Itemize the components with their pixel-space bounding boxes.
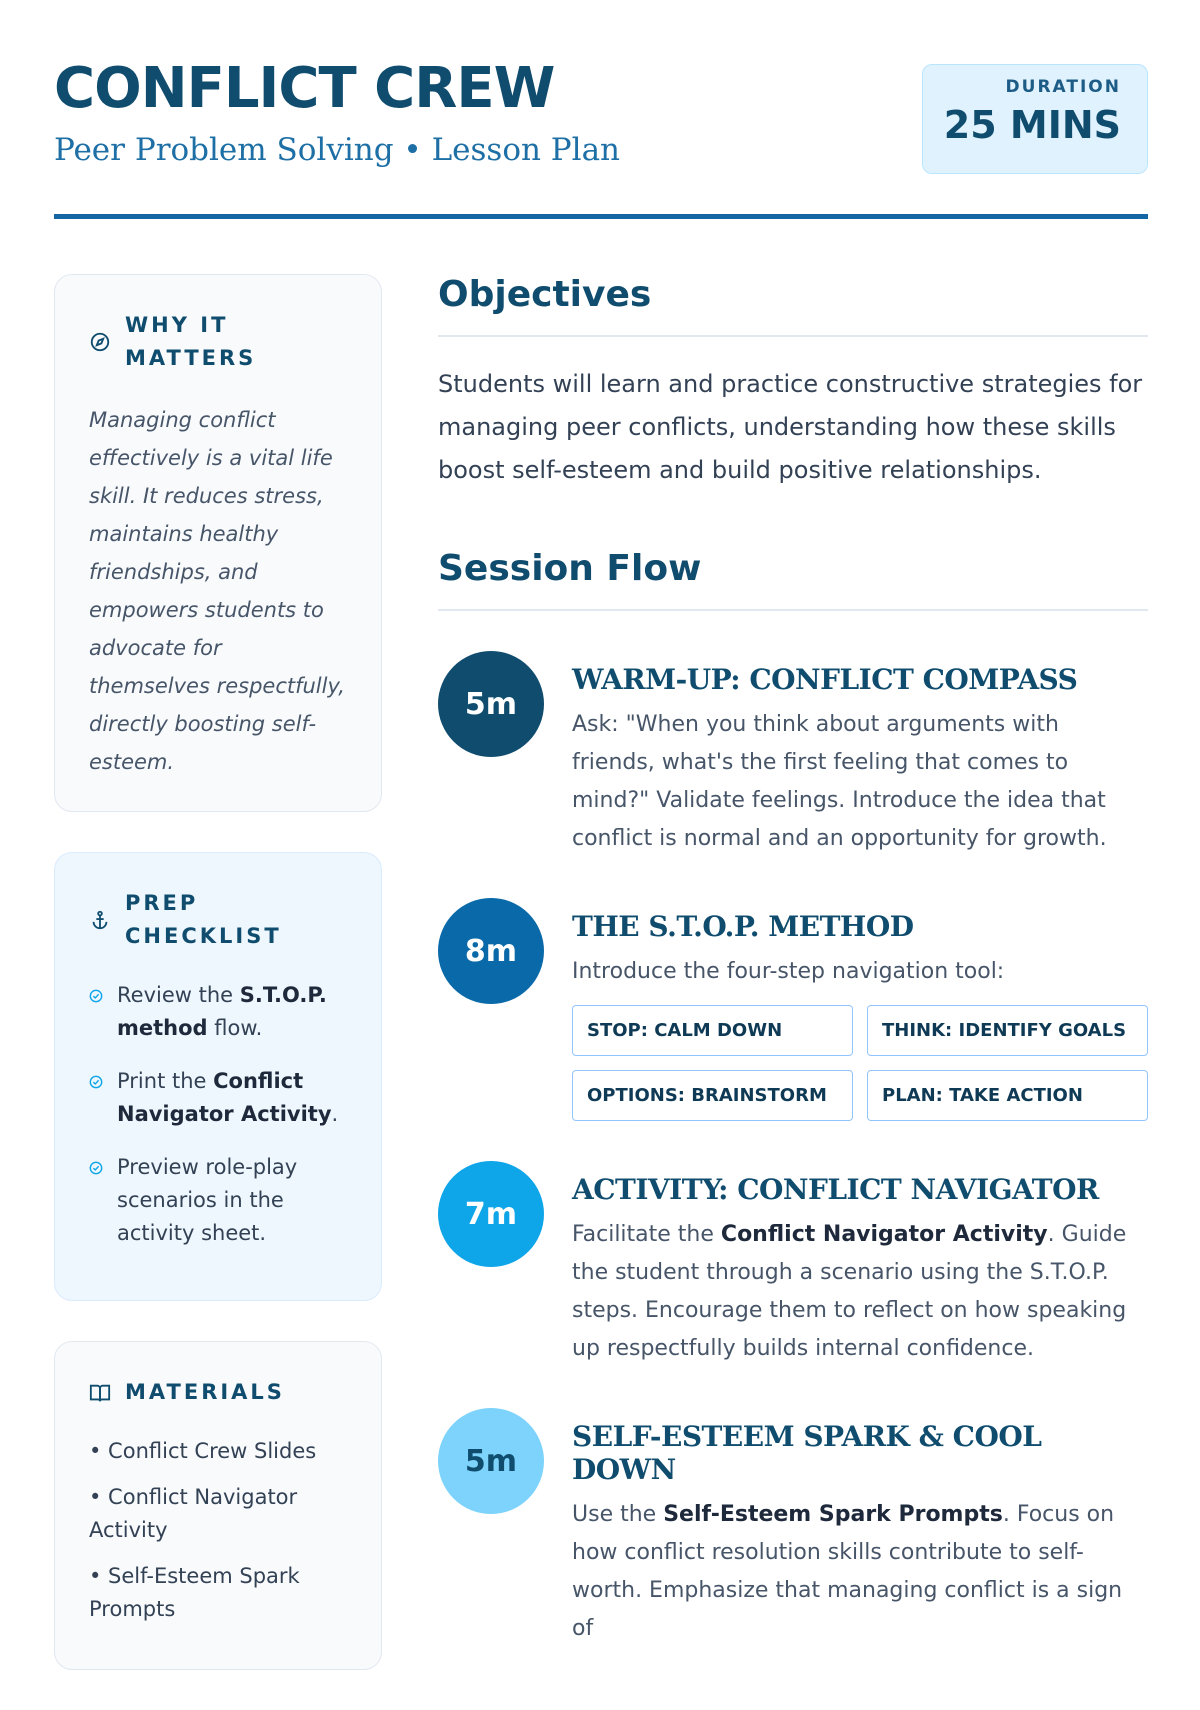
flow-text-part: Introduce the four-step navigation tool: bbox=[572, 959, 1005, 984]
flow-text bbox=[572, 1496, 1148, 1648]
checklist-item-text bbox=[117, 1065, 347, 1131]
flow-text bbox=[572, 706, 1148, 858]
prep-card-header bbox=[89, 887, 347, 953]
duration-value: 25 MINS bbox=[943, 103, 1121, 147]
time-badge: 5m bbox=[438, 651, 544, 757]
flow-body bbox=[572, 1161, 1148, 1368]
flow-text-part: Facilitate the bbox=[572, 1222, 721, 1247]
compass-icon bbox=[89, 331, 111, 353]
step-chip: PLAN: TAKE ACTION bbox=[867, 1070, 1148, 1121]
materials-item: • Conflict Navigator Activity bbox=[89, 1485, 298, 1542]
session-flow-heading: Session Flow bbox=[438, 548, 1148, 611]
flow-text-part: . Guide the student through a scenario using the S.T.O.P. steps. Encourage them to reflect on how speaking up respectfully builds internal confidence. bbox=[572, 1222, 1127, 1361]
check-circle-icon bbox=[89, 989, 103, 1003]
time-badge: 5m bbox=[438, 1408, 544, 1514]
flow-body bbox=[572, 1408, 1148, 1648]
flow-title: WARM-UP: CONFLICT COMPASS bbox=[572, 663, 1078, 696]
checklist-text-part: Preview role-play scenarios in the activity sheet. bbox=[117, 1155, 298, 1245]
why-it-matters-card bbox=[54, 274, 382, 812]
flow-body bbox=[572, 651, 1148, 858]
checklist-item bbox=[89, 1065, 347, 1131]
flow-item bbox=[438, 1161, 1148, 1368]
flow-title: ACTIVITY: CONFLICT NAVIGATOR bbox=[572, 1173, 1099, 1206]
flow-item bbox=[438, 898, 1148, 1121]
prep-card-title: PREP CHECKLIST bbox=[125, 891, 282, 948]
flow-text-bold: Self-Esteem Spark Prompts bbox=[663, 1502, 1003, 1527]
flow-text-part: Ask: "When you think about arguments with friends, what's the first feeling that comes to mind?" Validate feelings. Introduce the idea that conflict is normal and an opportunity for growth. bbox=[572, 712, 1107, 851]
flow-item bbox=[438, 1408, 1148, 1648]
main-content bbox=[438, 274, 1148, 1648]
flow-title: SELF-ESTEEM SPARK & COOL DOWN bbox=[572, 1420, 1042, 1486]
why-card-header bbox=[89, 309, 347, 375]
why-card-title: WHY IT MATTERS bbox=[125, 313, 257, 370]
check-circle-icon bbox=[89, 1161, 103, 1175]
materials-card-header bbox=[89, 1376, 347, 1409]
checklist-text-part: . bbox=[331, 1102, 339, 1126]
materials-item: • Conflict Crew Slides bbox=[89, 1439, 317, 1463]
flow-item bbox=[438, 651, 1148, 858]
header-divider bbox=[54, 214, 1148, 219]
materials-list bbox=[89, 1435, 347, 1626]
objectives-text: Students will learn and practice constructive strategies for managing peer conflicts, understanding how these skills boost self-esteem and build positive relationships. bbox=[438, 370, 1143, 484]
objectives-heading: Objectives bbox=[438, 274, 1148, 337]
time-badge: 8m bbox=[438, 898, 544, 1004]
header bbox=[54, 52, 1148, 222]
page-subtitle: Peer Problem Solving • Lesson Plan bbox=[54, 132, 621, 168]
materials-card-title: MATERIALS bbox=[125, 1380, 285, 1404]
checklist-text-bold: S.T.O.P. method bbox=[117, 983, 327, 1040]
checklist-text-part: flow. bbox=[207, 1016, 263, 1040]
checklist-text-part: Review the bbox=[117, 983, 240, 1007]
why-card-text: Managing conflict effectively is a vital life skill. It reduces stress, maintains healthy friendships, and empowers students to advocate for themselves respectfully, directly boosting self-esteem. bbox=[89, 408, 345, 774]
checklist-item bbox=[89, 1151, 347, 1250]
duration-badge bbox=[922, 64, 1148, 174]
flow-text-part: . Focus on how conflict resolution skills contribute to self-worth. Emphasize that managing conflict is a sign of bbox=[572, 1502, 1123, 1641]
materials-item: • Self-Esteem Spark Prompts bbox=[89, 1564, 300, 1621]
checklist-text-part: Print the bbox=[117, 1069, 214, 1093]
page-title: CONFLICT CREW bbox=[54, 56, 555, 121]
sidebar bbox=[54, 274, 382, 1710]
flow-body bbox=[572, 898, 1148, 1121]
anchor-icon bbox=[89, 909, 111, 931]
step-chip: STOP: CALM DOWN bbox=[572, 1005, 853, 1056]
flow-text bbox=[572, 1216, 1148, 1368]
checklist-text-bold: Conflict Navigator Activity bbox=[117, 1069, 332, 1126]
prep-checklist-card bbox=[54, 852, 382, 1301]
duration-label: DURATION bbox=[1005, 77, 1121, 97]
stop-steps-grid bbox=[572, 1005, 1148, 1121]
materials-card bbox=[54, 1341, 382, 1670]
checklist-item-text bbox=[117, 979, 347, 1045]
step-chip: THINK: IDENTIFY GOALS bbox=[867, 1005, 1148, 1056]
flow-text bbox=[572, 953, 1148, 991]
flow-title: THE S.T.O.P. METHOD bbox=[572, 910, 914, 943]
book-icon bbox=[89, 1382, 111, 1404]
time-badge: 7m bbox=[438, 1161, 544, 1267]
flow-text-bold: Conflict Navigator Activity bbox=[720, 1222, 1048, 1247]
flow-text-part: Use the bbox=[572, 1502, 664, 1527]
checklist-item-text bbox=[117, 1151, 347, 1250]
checklist-item bbox=[89, 979, 347, 1045]
check-circle-icon bbox=[89, 1075, 103, 1089]
step-chip: OPTIONS: BRAINSTORM bbox=[572, 1070, 853, 1121]
prep-checklist bbox=[89, 979, 347, 1250]
